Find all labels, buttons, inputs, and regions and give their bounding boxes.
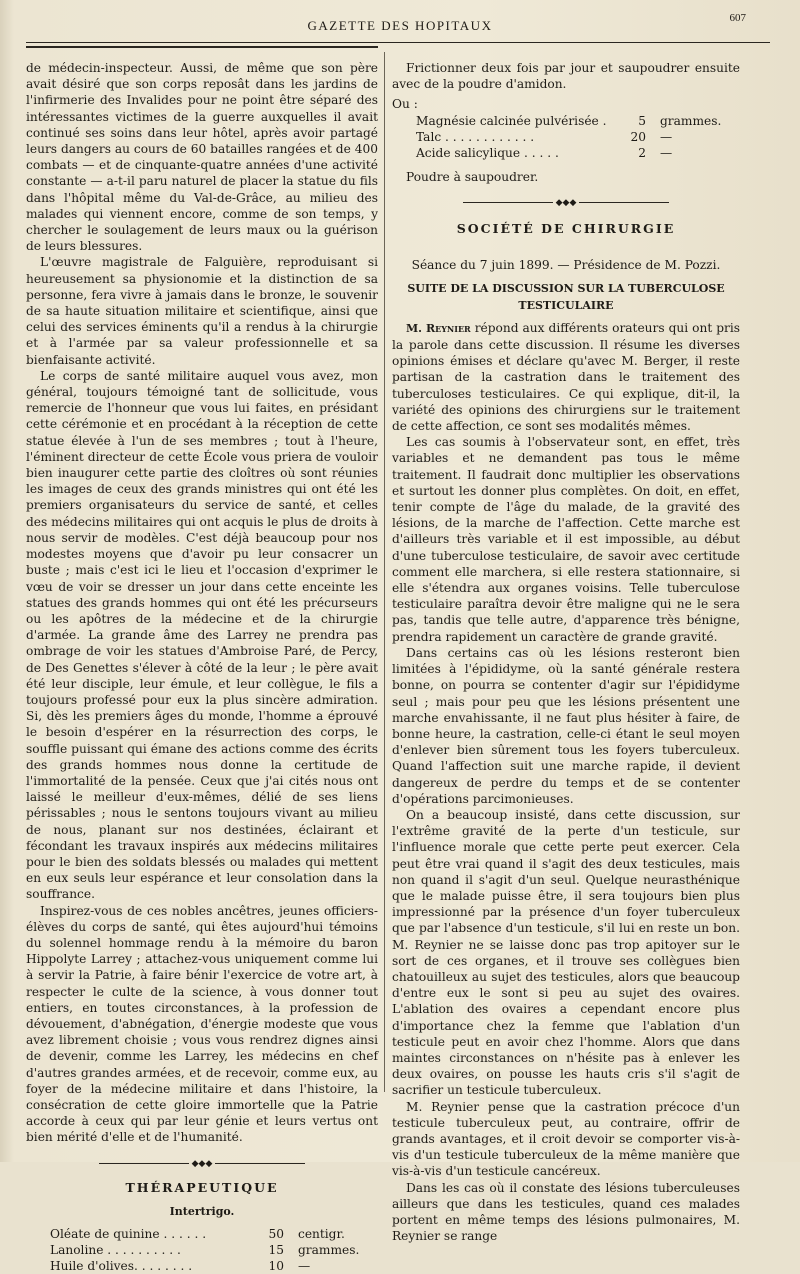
column-separator [384, 52, 385, 1092]
section-divider [26, 1156, 378, 1172]
intertrigo-subtitle: Intertrigo. [169, 1205, 235, 1219]
left-column [26, 60, 378, 1274]
recipe-row [26, 1226, 378, 1242]
seance-line: Séance du 7 juin 1899. — Présidence de M. Pozzi. [411, 258, 721, 273]
speaker-name: M. Reynier [406, 321, 471, 335]
ou-label: Ou : [392, 97, 418, 112]
recipe-ingredient: Lanoline . . . . . . . . . . [50, 1243, 181, 1258]
recipe-quantity: 10 [268, 1259, 284, 1274]
recipe-quantity: 2 [638, 145, 646, 160]
recipe-row [392, 129, 740, 145]
left-paragraph-2: L'œuvre magistrale de Falguière, reproduisant si heureusement sa physionomie et la distinction de sa personne, fera vivre à jamais dans le bronze, le souvenir de sa haute situation militaire et scientifique, ainsi que celui des services éminents qu'il a rendus à la chirurgie et à l'armée par sa valeur professionnelle et sa bienfaisante activité. [26, 255, 378, 367]
frictionner-paragraph: Frictionner deux fois par jour et saupoudrer ensuite avec de la poudre d'amidon. [392, 61, 740, 92]
recipe-row [392, 113, 740, 129]
recipe-row [26, 1258, 378, 1274]
header-rule-thick [26, 46, 378, 48]
recipe-unit: — [298, 1259, 311, 1274]
left-paragraph-4: Inspirez-vous de ces nobles ancêtres, jeunes officiers-élèves du corps de santé, qui êtes aujourd'hui témoins du solennel hommage rendu à la mémoire du baron Hippolyte Larrey ; attachez-vous uniquement comme lui à servir la Patrie, à faire bénir l'exercice de votre art, à respecter le culte de la science, à vous donner tout entiers, en toutes circonstances, à la profession de dévouement, d'abnégation, d'énergie modeste que vous avez librement choisie ; vous vous rendrez dignes ainsi de devenir, comme les Larrey, les médecins en chef d'autres grandes armées, et de recevoir, comme eux, au foyer de la médecine militaire et dans l'histoire, la consécration de cette gloire immortelle que la Patrie accorde à ceux qui par leur génie et leurs vertus ont bien mérité d'elle et de l'humanité. [26, 903, 378, 1145]
right-paragraph-6: Dans les cas où il constate des lésions tuberculeuses ailleurs que dans les testicules, quand ces malades portent en même temps des lésions pulmonaires, M. Reynier se range [392, 1180, 740, 1244]
recipe-ingredient: Magnésie calcinée pulvérisée . [416, 113, 607, 128]
right-paragraph-4: On a beaucoup insisté, dans cette discussion, sur l'extrême gravité de la perte d'un testicule, sur l'influence morale que cette perte peut exercer. Cela peut être vrai quand il s'agit des deux testicules, mais non quand il s'agit d'un seul. Quelque neurasthénique que le malade puisse être, il sera toujours bien plus impressionné par la présence d'un foyer tuberculeux que par l'absence d'un testicule, s'il lui en reste un bon. M. Reynier ne se laisse donc pas trop apitoyer sur le sort de ces organes, et il trouve ses collègues bien chatouilleux au sujet des testicules, alors que beaucoup d'entre eux le sont si peu au sujet des ovaires. L'ablation des ovaires a cependant encore plus d'importance chez la femme que l'ablation d'un testicule peut en avoir chez l'homme. Alors que dans maintes circonstances on n'hésite pas à enlever les deux ovaires, on pousse les hauts cris s'il s'agit de sacrifier un testicule tuberculeux. [392, 807, 740, 1098]
page-header [40, 12, 760, 40]
right-paragraph-2: Les cas soumis à l'observateur sont, en effet, très variables et ne demandent pas tous le même traitement. Il faudrait donc multiplier les observations et surtout les donner plus complètes. On doit, en effet, tenir compte de l'âge du malade, de la gravité des lésions, de la marche de l'affection. Cette marche est d'ailleurs très variable et il est impossible, au début d'une tuberculose testiculaire, de savoir avec certitude comment elle marchera, si elle restera stationnaire, si elle s'étendra aux organes voisins. Telle tuberculose testiculaire paraîtra devoir être maligne qui ne le sera pas, tandis que telle autre, d'apparence très bénigne, prendra rapidement un caractère de grande gravité. [392, 435, 740, 644]
right-paragraph-1: répond aux différents orateurs qui ont pris la parole dans cette discussion. Il résume les diverses opinions émises et déclare qu'avec M. Berger, il reste partisan de la castration dans le traitement des tuberculoses testiculaires. Ce qui explique, dit-il, la variété des opinions des chirurgiens sur le traitement de cette affection, ce sont ses modalités mêmes. [392, 320, 740, 434]
discussion-subtitle: SUITE DE LA DISCUSSION SUR LA TUBERCULOSE TESTICULAIRE [407, 282, 725, 312]
left-paragraph-3: Le corps de santé militaire auquel vous avez, mon général, toujours témoigné tant de sollicitude, vous remercie de l'honneur que vous lui faites, en présidant cette cérémonie et en procédant à la réception de cette statue élevée à l'un de ses membres ; tout à l'heure, l'éminent directeur de cette École vous priera de vouloir bien inaugurer cette partie des cloîtres où sont réunies les images de ceux des grands ministres qui ont été les premiers organisateurs du service de santé, et celles des médecins militaires qui ont acquis le plus de droits à nous servir de modèles. C'est déjà beaucoup pour nos modestes moyens que d'avoir pu leur consacrer un buste ; mais c'est ici le lieu et l'occasion d'exprimer le vœu de voir se dresser un jour dans cette enceinte les statues des grands hommes qui ont été les précurseurs ou les apôtres de la médecine et de la chirurgie d'armée. La grande âme des Larrey ne prendra pas ombrage de voir les statues d'Ambroise Paré, de Percy, de Des Genettes s'élever à côté de la leur ; le père avait été leur disciple, leur émule, et leur collègue, le fils a toujours professé pour eux la plus sincère admiration. Si, dès les premiers âges du monde, l'homme a éprouvé le besoin d'espérer en la résurrection des corps, le souffle puissant qui émane des actions comme des écrits des grands hommes nous donne la certitude de l'immortalité de la pensée. Ceux que j'ai cités nous ont laissé le meilleur d'eux-mêmes, délié de ses liens périssables ; nous le sentons toujours vivant au milieu de nous, planant sur nos destinées, éclairant et fécondant les travaux inspirés aux médecins militaires pour le bien des soldats blessés ou malades qui mettent en eux seuls leur espérance et leur consolation dans la souffrance. [26, 368, 378, 902]
recipe-ingredient: Acide salicylique . . . . . [416, 145, 559, 160]
recipe-table-2 [392, 113, 740, 161]
poudre-line: Poudre à saupoudrer. [406, 169, 539, 184]
recipe-unit: grammes. [298, 1243, 360, 1258]
right-paragraph-5: M. Reynier pense que la castration précoce d'un testicule tuberculeux peut, au contraire, offrir de grands avantages, et il croit devoir se comporter vis-à-vis d'un testicule tuberculeux de la même manière que vis-à-vis d'un testicule cancéreux. [392, 1099, 740, 1179]
recipe-ingredient: Talc . . . . . . . . . . . . [416, 129, 535, 144]
ornament-icon: ◆◆◆ [555, 197, 577, 208]
recipe-row [392, 145, 740, 161]
right-paragraph-3: Dans certains cas où les lésions resteront bien limitées à l'épididyme, où la santé générale restera bonne, on pourra se contenter d'agir sur l'épididyme seul ; mais pour peu que les lésions présentent une marche envahissante, il ne faut plus hésiter à faire, de bonne heure, la castration, celle-ci étant le seul moyen d'enlever bien sûrement tous les foyers tuberculeux. Quand l'affection suit une marche rapide, il devient dangereux de perdre du temps et de se contenter d'opérations parcimonieuses. [392, 645, 740, 806]
recipe-table-1 [26, 1226, 378, 1274]
recipe-quantity: 5 [638, 113, 646, 128]
right-column [392, 60, 740, 1244]
page-number: 607 [729, 12, 746, 24]
recipe-unit: centigr. [298, 1227, 345, 1242]
recipe-quantity: 50 [268, 1227, 284, 1242]
header-rule [26, 42, 770, 43]
societe-title: SOCIÉTÉ DE CHIRURGIE [456, 221, 676, 237]
journal-title: GAZETTE DES HOPITAUX [307, 18, 493, 33]
section-divider [392, 195, 740, 211]
recipe-row [26, 1242, 378, 1258]
ornament-icon: ◆◆◆ [191, 1158, 213, 1169]
recipe-quantity: 20 [630, 129, 646, 144]
recipe-ingredient: Oléate de quinine . . . . . . [50, 1227, 207, 1242]
recipe-unit: — [660, 145, 673, 160]
recipe-quantity: 15 [268, 1243, 284, 1258]
therapeutique-title: THÉRAPEUTIQUE [125, 1179, 279, 1195]
recipe-unit: grammes. [660, 113, 722, 128]
left-paragraph-1: de médecin-inspecteur. Aussi, de même que son père avait désiré que son corps reposât dans les jardins de l'infirmerie des Invalides pour ne point être séparé des intéressantes victimes de la guerre auxquelles il avait continué ses soins dans leur hôtel, après avoir partagé leurs dangers au cours de 60 batailles rangées et de 400 combats — et de cinquante-quatre années d'une activité constante — a-t-il paru naturel de placer la statue du fils dans l'hôpital même du Val-de-Grâce, au milieu des malades qui viennent encore, comme de son temps, y chercher le soulagement de leurs maux ou la guérison de leurs blessures. [26, 61, 378, 254]
recipe-ingredient: Huile d'olives. . . . . . . . [50, 1259, 193, 1274]
recipe-unit: — [660, 129, 673, 144]
